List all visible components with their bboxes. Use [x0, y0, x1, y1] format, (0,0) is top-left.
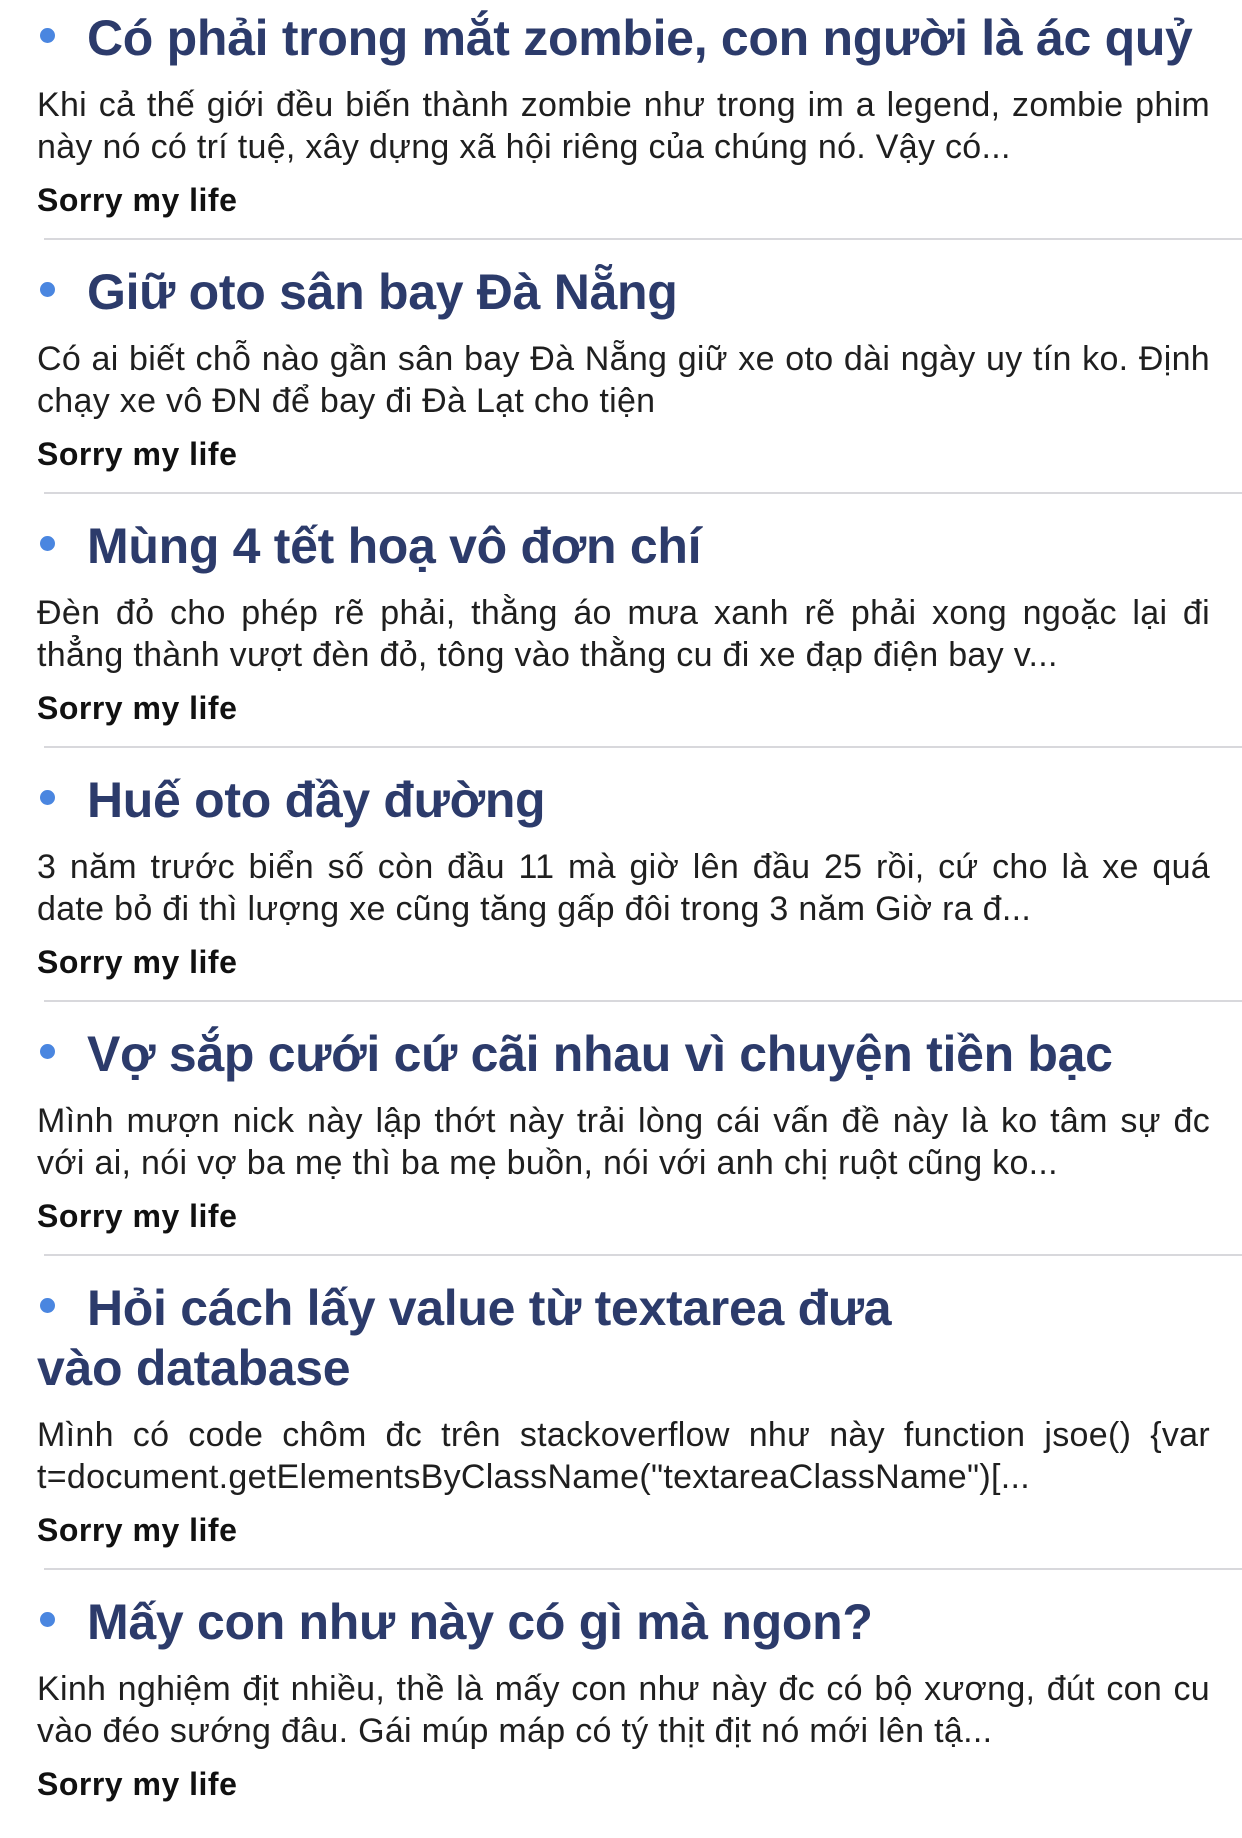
post-title-link[interactable]: Hỏi cách lấy value từ textarea đưa vào database	[37, 1280, 892, 1396]
post-excerpt: Mình có code chôm đc trên stackoverflow như này function jsoe() {var t=document.getElementsByClassName("textareaClassName")[...	[37, 1416, 1210, 1496]
post-excerpt: Có ai biết chỗ nào gần sân bay Đà Nẵng giữ xe oto dài ngày uy tín ko. Định chạy xe vô ĐN để bay đi Đà Lạt cho tiện	[37, 340, 1210, 420]
post-excerpt: Đèn đỏ cho phép rẽ phải, thằng áo mưa xanh rẽ phải xong ngoặc lại đi thẳng thành vượt đèn đỏ, tông vào thằng cu đi xe đạp điện bay v...	[37, 594, 1210, 674]
post-title-link[interactable]: Mùng 4 tết hoạ vô đơn chí	[87, 518, 702, 574]
divider	[44, 746, 1242, 748]
post-excerpt: Kinh nghiệm địt nhiều, thề là mấy con như này đc có bộ xương, đút con cu vào đéo sướng đâu. Gái múp máp có tý thịt địt nó mới lên tậ...	[37, 1670, 1210, 1750]
post-author-link[interactable]: Sorry my life	[37, 1766, 238, 1802]
post-author-link[interactable]: Sorry my life	[37, 1198, 238, 1234]
post-title-link[interactable]: Có phải trong mắt zombie, con người là ác quỷ	[87, 10, 1193, 66]
post-author-link[interactable]: Sorry my life	[37, 182, 238, 218]
post-item[interactable]	[0, 1584, 1242, 1838]
post-author-link[interactable]: Sorry my life	[37, 436, 238, 472]
post-item[interactable]	[0, 508, 1242, 762]
post-title-link[interactable]: Huế oto đầy đường	[87, 772, 546, 828]
post-item[interactable]	[0, 1270, 1242, 1584]
post-item[interactable]	[0, 254, 1242, 508]
post-excerpt: Khi cả thế giới đều biến thành zombie như trong im a legend, zombie phim này nó có trí tuệ, xây dựng xã hội riêng của chúng nó. Vậy có...	[37, 86, 1210, 166]
divider	[44, 238, 1242, 240]
post-item[interactable]	[0, 0, 1242, 254]
divider	[44, 1568, 1242, 1570]
post-author-link[interactable]: Sorry my life	[37, 690, 238, 726]
post-item[interactable]	[0, 762, 1242, 1016]
post-excerpt: Mình mượn nick này lập thớt này trải lòng cái vấn đề này là ko tâm sự đc với ai, nói vợ ba mẹ thì ba mẹ buồn, nói với anh chị ruột cũng ko...	[37, 1102, 1210, 1182]
post-author-link[interactable]: Sorry my life	[37, 944, 238, 980]
post-title-link[interactable]: Vợ sắp cưới cứ cãi nhau vì chuyện tiền bạc	[87, 1026, 1113, 1082]
post-title-link[interactable]: Giữ oto sân bay Đà Nẵng	[87, 264, 678, 320]
post-item[interactable]	[0, 1016, 1242, 1270]
post-author-link[interactable]: Sorry my life	[37, 1512, 238, 1548]
divider	[44, 1000, 1242, 1002]
divider	[44, 1254, 1242, 1256]
post-title-link[interactable]: Mấy con như này có gì mà ngon?	[87, 1594, 873, 1650]
divider	[44, 492, 1242, 494]
post-excerpt: 3 năm trước biển số còn đầu 11 mà giờ lên đầu 25 rồi, cứ cho là xe quá date bỏ đi thì lượng xe cũng tăng gấp đôi trong 3 năm Giờ ra đ...	[37, 848, 1210, 928]
